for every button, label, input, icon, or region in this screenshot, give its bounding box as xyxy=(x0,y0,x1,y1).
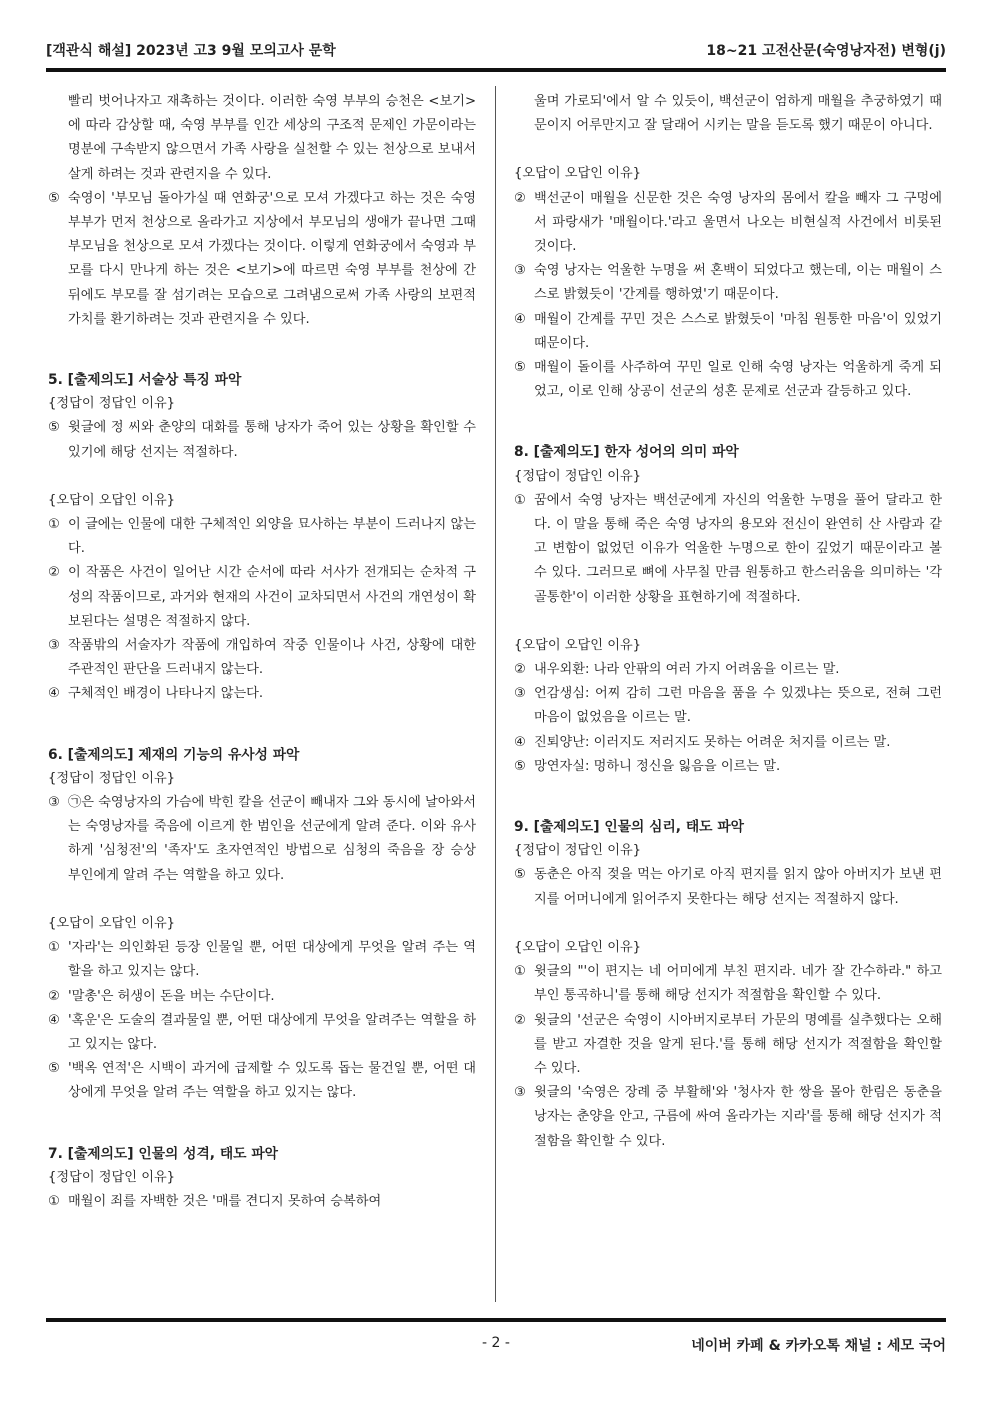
list-item xyxy=(48,1057,476,1105)
item-text: ㉠은 숙영낭자의 가슴에 박힌 칼을 선군이 빼내자 그와 동시에 날아와서는 숙영낭자를 죽음에 이르게 한 범인을 선군에게 알려 준다. 이와 유사하게 '심청전'의 '족자'도 초자연적인 방법으로 심청의 죽음을 장 승상 부인에게 알려 주는 역할을 하고 있다. xyxy=(68,795,476,883)
wrong-label: {오답이 오답인 이유} xyxy=(48,492,176,508)
item-number: ③ xyxy=(48,795,60,811)
list-item xyxy=(48,791,476,888)
item-text: 숙영 낭자는 억울한 누명을 써 혼백이 되었다고 했는데, 이는 매월이 스스로 밝혔듯이 '간계를 행하였'기 때문이다. xyxy=(534,263,942,303)
list-item xyxy=(514,308,942,356)
list-item xyxy=(48,416,476,464)
list-item xyxy=(514,259,942,307)
list-item xyxy=(514,1009,942,1082)
footer-credit: 네이버 카페 & 카카오톡 채널 : 세모 국어 xyxy=(691,1338,946,1354)
item-text: 이 글에는 인물에 대한 구체적인 외양을 묘사하는 부분이 드러나지 않는다. xyxy=(68,517,476,557)
item-number: ① xyxy=(514,492,526,508)
section-title-q6: 6. [출제의도] 제재의 기능의 유사성 파악 xyxy=(48,746,300,763)
list-item xyxy=(514,731,942,755)
correct-label: {정답이 정답인 이유} xyxy=(514,843,642,859)
item-number: ④ xyxy=(514,311,526,327)
list-item xyxy=(514,187,942,260)
right-column xyxy=(514,90,942,1154)
correct-label: {정답이 정답인 이유} xyxy=(48,396,176,412)
list-item xyxy=(514,1081,942,1154)
item-number: ① xyxy=(514,964,526,980)
list-item xyxy=(514,755,942,779)
item-number: ② xyxy=(514,662,526,678)
item-text: '말총'은 허생이 돈을 버는 수단이다. xyxy=(68,988,275,1004)
list-item xyxy=(514,658,942,682)
list-item xyxy=(48,1190,476,1214)
header-title: [객관식 해설] 2023년 고3 9월 모의고사 문학 xyxy=(46,43,336,59)
list-item xyxy=(48,187,476,332)
item-text: 진퇴양난: 이러지도 저러지도 못하는 어려운 처지를 이르는 말. xyxy=(534,734,891,750)
list-item xyxy=(514,489,942,610)
wrong-label: {오답이 오답인 이유} xyxy=(514,166,642,182)
section-title-q5: 5. [출제의도] 서술상 특징 파악 xyxy=(48,372,242,389)
item-number: ⑤ xyxy=(48,190,60,206)
list-item xyxy=(514,682,942,730)
item-text: '혹운'은 도술의 결과물일 뿐, 어떤 대상에게 무엇을 알려주는 역할을 하고 있지는 않다. xyxy=(68,1012,476,1052)
item-number: ① xyxy=(48,517,60,533)
correct-label: {정답이 정답인 이유} xyxy=(514,468,642,484)
item-number: ② xyxy=(48,988,60,1004)
intro-paragraph: 빨리 벗어나자고 재촉하는 것이다. 이러한 숙영 부부의 승천은 <보기>에 따라 감상할 때, 숙영 부부를 인간 세상의 구조적 문제인 가문이라는 명분에 구속받지 않으면서 가족 사랑을 실천할 수 있는 천상으로 보내서 살게 하려는 것과 관련지을 수 있다. xyxy=(68,94,476,182)
item-text: 백선군이 매월을 신문한 것은 숙영 낭자의 몸에서 칼을 빼자 그 구멍에서 파랑새가 '매월이다.'라고 울면서 나오는 비현실적 사건에서 비롯된 것이다. xyxy=(534,190,942,255)
list-item xyxy=(48,513,476,561)
list-item xyxy=(48,682,476,706)
item-text: 꿈에서 숙영 낭자는 백선군에게 자신의 억울한 누명을 풀어 달라고 한다. 이 말을 통해 죽은 숙영 낭자의 용모와 전신이 완연히 산 사람과 같고 변함이 없었던 이유가 억울한 누명으로 한이 깊었기 때문이라고 볼 수 있다. 그러므로 뼈에 사무칠 만큼 원통하고 한스러움을 의미하는 '각골통한'이 이러한 상황을 표현하기에 적절하다. xyxy=(534,492,942,605)
item-number: ① xyxy=(48,1193,60,1209)
wrong-label: {오답이 오답인 이유} xyxy=(514,637,642,653)
item-number: ② xyxy=(48,565,60,581)
section-title-q9: 9. [출제의도] 인물의 심리, 태도 파악 xyxy=(514,819,744,836)
item-number: ③ xyxy=(514,686,526,702)
item-number: ④ xyxy=(48,1012,60,1028)
item-text: 윗글의 '숙영은 장례 중 부활해'와 '청사자 한 쌍을 몰아 한림은 동춘을 낭자는 춘양을 안고, 구름에 싸여 올라가는 지라'를 통해 해당 선지가 적절함을 확인할 수 있다. xyxy=(534,1085,942,1149)
page-header xyxy=(46,40,946,60)
list-item xyxy=(48,985,476,1009)
list-item xyxy=(48,634,476,682)
item-text: 내우외환: 나라 안팎의 여러 가지 어려움을 이르는 말. xyxy=(534,662,840,678)
list-item xyxy=(48,561,476,634)
item-number: ③ xyxy=(514,1085,526,1101)
item-text: 이 작품은 사건이 일어난 시간 순서에 따라 서사가 전개되는 순차적 구성의 작품이므로, 과거와 현재의 사건이 교차되면서 사건의 개연성이 확보된다는 설명은 적절하지 않다. xyxy=(68,565,476,629)
continued-paragraph: 울며 가로되'에서 알 수 있듯이, 백선군이 엄하게 매월을 추궁하였기 때문이지 어루만지고 잘 달래어 시키는 말을 듣도록 했기 때문이 아니다. xyxy=(534,94,942,134)
header-rule xyxy=(46,68,946,72)
item-text: 구체적인 배경이 나타나지 않는다. xyxy=(68,686,264,702)
item-text: 동춘은 아직 젖을 먹는 아기로 아직 편지를 읽지 않아 아버지가 보낸 편지를 어머니에게 읽어주지 못한다는 해당 선지는 적절하지 않다. xyxy=(534,867,942,907)
correct-label: {정답이 정답인 이유} xyxy=(48,770,176,786)
item-text: 언감생심: 어찌 감히 그런 마음을 품을 수 있겠냐는 뜻으로, 전혀 그런 마음이 없었음을 이르는 말. xyxy=(534,686,942,726)
item-number: ① xyxy=(48,940,60,956)
item-number: ④ xyxy=(514,734,526,750)
list-item xyxy=(48,936,476,984)
list-item xyxy=(514,356,942,404)
item-number: ⑤ xyxy=(514,360,526,376)
section-title-q7: 7. [출제의도] 인물의 성격, 태도 파악 xyxy=(48,1145,278,1162)
wrong-label: {오답이 오답인 이유} xyxy=(514,939,642,955)
item-number: ③ xyxy=(514,263,526,279)
correct-label: {정답이 정답인 이유} xyxy=(48,1169,176,1185)
list-item xyxy=(514,960,942,1008)
item-number: ⑤ xyxy=(48,420,60,436)
wrong-label: {오답이 오답인 이유} xyxy=(48,915,176,931)
item-number: ③ xyxy=(48,638,60,654)
item-number: ⑤ xyxy=(514,867,526,883)
header-subtitle: 18~21 고전산문(숙영낭자전) 변형(j) xyxy=(706,43,946,59)
item-text: 윗글의 '선군은 숙영이 시아버지로부터 가문의 명예를 실추했다는 오해를 받고 자결한 것을 알게 된다.'를 통해 해당 선지가 적절함을 확인할 수 있다. xyxy=(534,1012,942,1076)
item-text: 숙영이 '부모님 돌아가실 때 연화궁'으로 모셔 가겠다고 하는 것은 숙영 부부가 먼저 천상으로 올라가고 지상에서 부모님의 생애가 끝나면 그때 부모님을 천상으로 모셔 가겠다는 것이다. 이렇게 연화궁에서 숙영과 부모를 다시 만나게 하는 것은 <보기>에 따르면 숙영 부부를 천상에 간 뒤에도 부모를 잘 섬기려는 모습으로 그려냄으로써 가족 사랑의 보편적 가치를 환기하려는 것과 관련지을 수 있다. xyxy=(68,190,476,327)
list-item xyxy=(514,863,942,911)
item-text: 매월이 돌이를 사주하여 꾸민 일로 인해 숙영 낭자는 억울하게 죽게 되었고, 이로 인해 상공이 선군의 성혼 문제로 선군과 갈등하고 있다. xyxy=(534,360,942,400)
column-divider xyxy=(495,86,496,1302)
item-text: 윗글의 "'이 편지는 네 어미에게 부친 편지라. 네가 잘 간수하라." 하고 부인 통곡하니'를 통해 해당 선지가 적절함을 확인할 수 있다. xyxy=(534,964,942,1004)
page-number: - 2 - xyxy=(482,1335,510,1351)
item-text: '백옥 연적'은 시백이 과거에 급제할 수 있도록 돕는 물건일 뿐, 어떤 대상에게 무엇을 알려 주는 역할을 하고 있지는 않다. xyxy=(68,1061,476,1101)
list-item xyxy=(48,1009,476,1057)
item-text: 망연자실: 멍하니 정신을 잃음을 이르는 말. xyxy=(534,758,781,774)
item-text: 매월이 죄를 자백한 것은 '매를 견디지 못하여 승복하여 xyxy=(68,1193,382,1209)
item-text: 윗글에 정 씨와 춘양의 대화를 통해 낭자가 죽어 있는 상황을 확인할 수 있기에 해당 선지는 적절하다. xyxy=(68,420,476,460)
item-number: ② xyxy=(514,190,526,206)
item-number: ⑤ xyxy=(514,758,526,774)
item-number: ② xyxy=(514,1012,526,1028)
section-title-q8: 8. [출제의도] 한자 성어의 의미 파악 xyxy=(514,444,739,461)
item-text: 매월이 간계를 꾸민 것은 스스로 밝혔듯이 '마침 원통한 마음'이 있었기 때문이다. xyxy=(534,311,942,351)
item-number: ⑤ xyxy=(48,1061,60,1077)
footer-rule xyxy=(46,1318,946,1322)
item-text: 작품밖의 서술자가 작품에 개입하여 작중 인물이나 사건, 상황에 대한 주관적인 판단을 드러내지 않는다. xyxy=(68,638,476,678)
item-text: '자라'는 의인화된 등장 인물일 뿐, 어떤 대상에게 무엇을 알려 주는 역할을 하고 있지는 않다. xyxy=(68,940,476,980)
item-number: ④ xyxy=(48,686,60,702)
left-column xyxy=(48,90,476,1214)
